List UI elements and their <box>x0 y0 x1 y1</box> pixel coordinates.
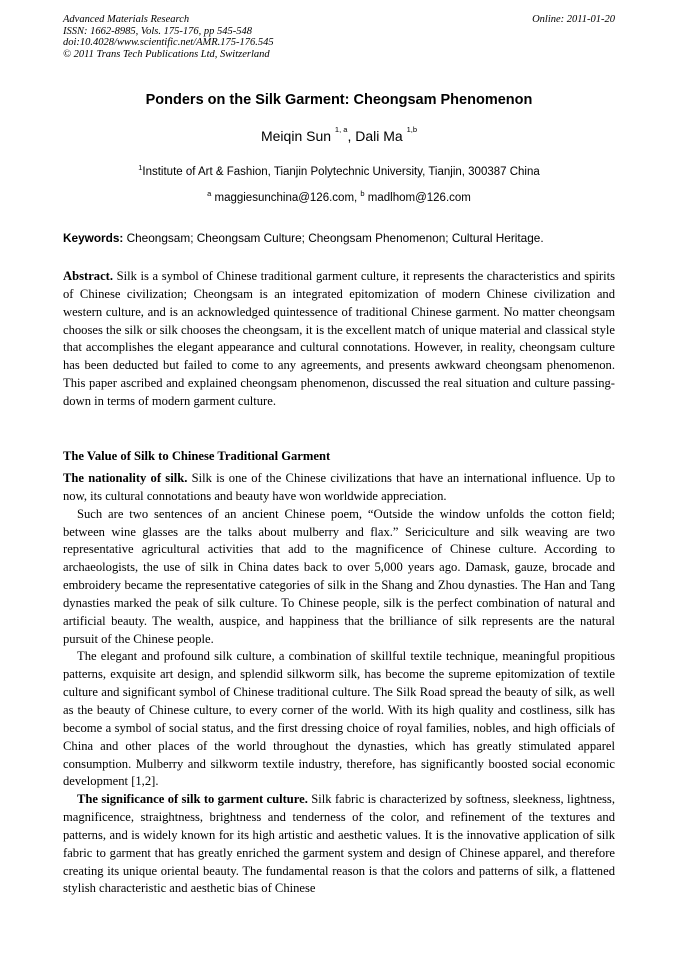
paragraph-3: The elegant and profound silk culture, a combination of skillful textile technique, meaningful propitious patterns, exquisite art design, and splendid silkworm silk, has become the supreme epitomization of textile culture and significant symbol of Chinese traditional culture. The Silk Road spread the beauty of silk, as well as the beauty of Chinese culture, to every corner of the world. With its high quality and costliness, silk has become a symbol of social status, and the first dressing choice of royal families, nobles, and high officials of China and other places of the world throughout the dynasties, which has greatly stimulated apparel consumption. Mulberry and silkworm textile industry, therefore, has significantly boosted social economic development [1,2]. <box>63 649 615 789</box>
abstract <box>63 268 615 411</box>
affiliation-text: Institute of Art & Fashion, Tianjin Polytechnic University, Tianjin, 300387 China <box>142 166 540 178</box>
author-2: Dali Ma <box>355 128 403 144</box>
email-b: madlhom@126.com <box>367 192 471 204</box>
journal-header <box>63 14 615 60</box>
section-heading: The Value of Silk to Chinese Traditional Garment <box>63 449 331 463</box>
journal-name: Advanced Materials Research <box>63 14 190 25</box>
affiliation <box>0 163 678 178</box>
paragraph-1-text: Silk is one of the Chinese civilizations that have an international influence. Up to now, its cultural connotations and beauty have won worldwide appreciation. <box>63 471 615 503</box>
paragraph-4-text: Silk fabric is characterized by softness, sleekness, lightness, magnificence, straightness, brightness and tenderness of the color, and refinement of the textures and patterns, and is widely known for its high artistic and aesthetic values. It is the innovative application of silk fabric to garment that has greatly enriched the garment system and design of Chinese apparel, and therefore creating its unique oriental beauty. The fundamental reason is that the colors and patterns of silk, a flattened stylish characteristic and aesthetic bias of Chinese <box>63 792 615 896</box>
paragraph-2: Such are two sentences of an ancient Chinese poem, “Outside the window unfolds the cotton field; between wine glasses are the talks about mulberry and flax.” Sericiculture and silk weaving are two representative agricultural activities that add to the magnificence of Chinese culture. According to archaeologists, the use of silk in China dates back to over 5,000 years ago. Damask, gauze, brocade and embroidery became the representative categories of silk in the Shang and Zhou dynasties. The Han and Tang dynasties marked the peak of silk culture. To Chinese people, silk is the perfect combination of natural and artificial beauty. The wealth, auspice, and happiness that the brilliance of silk represents are the natural pursuit of the Chinese people. <box>63 506 615 646</box>
email-line <box>0 189 678 204</box>
online-date: Online: 2011-01-20 <box>532 14 615 25</box>
keywords-text: Cheongsam; Cheongsam Culture; Cheongsam Phenomenon; Cultural Heritage. <box>123 231 544 245</box>
email-a-marker: a <box>207 189 212 198</box>
abstract-label: Abstract. <box>63 269 114 283</box>
keywords-label: Keywords: <box>63 231 124 245</box>
copyright-line: © 2011 Trans Tech Publications Ltd, Switzerland <box>63 48 270 60</box>
paragraph-4-lead: The significance of silk to garment culture. <box>77 792 308 807</box>
abstract-text: Silk is a symbol of Chinese traditional garment culture, it represents the characteristics and spirits of Chinese civilization; Cheongsam is an integrated epitomization of modern Chinese civilization and western culture, and is an acknowledged quintessence of traditional Chinese garment. No matter cheongsam chooses the silk or silk chooses the cheongsam, it is the excellent match of unique material and classical style that accomplishes the elegant appearance and cultural connotations. However, in reality, cheongsam culture has been deducted but failed to come to any agreements, and presents awkward cheongsam phenomenon. This paper ascribed and explained cheongsam phenomenon, discussed the real situation and culture passing-down in terms of modern garment culture. <box>63 269 615 408</box>
issn-line: ISSN: 1662-8985, Vols. 175-176, pp 545-548 <box>63 25 252 37</box>
email-a: maggiesunchina@126.com, <box>214 192 361 204</box>
author-separator: , <box>347 128 356 144</box>
affiliation-marker: 1 <box>138 163 143 172</box>
author-1: Meiqin Sun <box>260 128 332 144</box>
keywords <box>63 231 615 245</box>
author-1-affil: 1, a <box>334 125 348 134</box>
paper-title: Ponders on the Silk Garment: Cheongsam Phenomenon <box>145 92 533 108</box>
author-line <box>0 125 678 144</box>
doi-line: doi:10.4028/www.scientific.net/AMR.175-176.545 <box>63 37 274 49</box>
section-body <box>63 470 615 898</box>
paragraph-4 <box>63 791 615 898</box>
email-b-marker: b <box>360 189 365 198</box>
paragraph-1-lead: The nationality of silk. <box>63 471 188 485</box>
author-2-affil: 1,b <box>406 125 418 134</box>
paragraph-1 <box>63 470 615 506</box>
